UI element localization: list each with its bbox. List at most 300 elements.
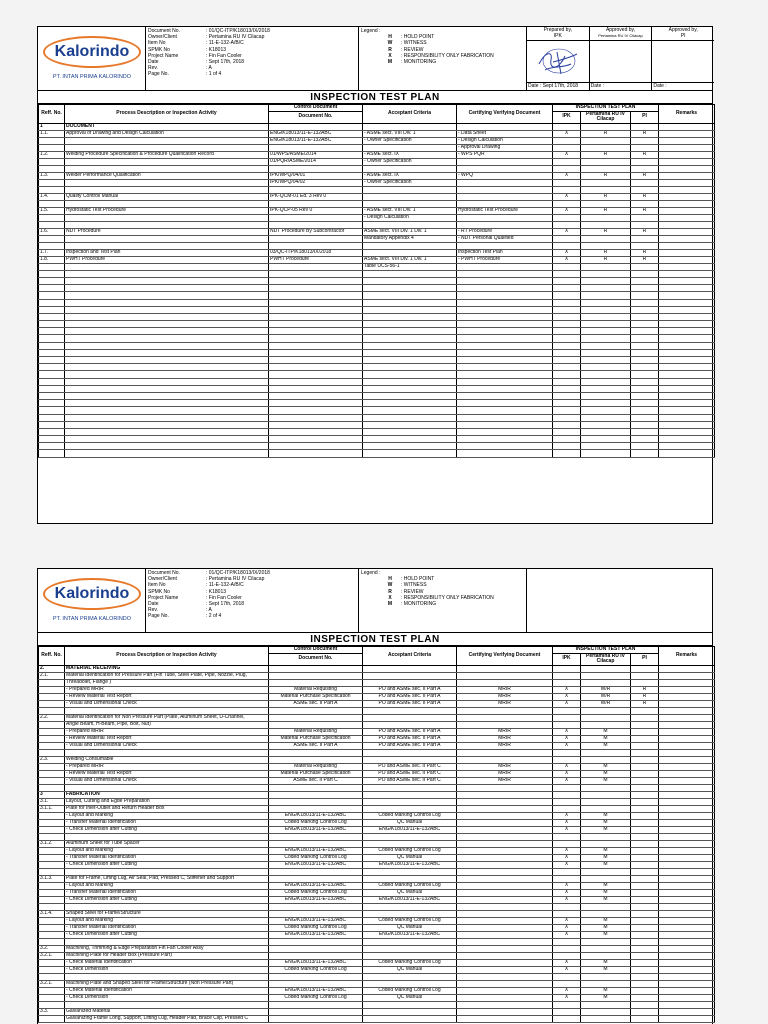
page-title: INSPECTION TEST PLAN — [38, 91, 712, 104]
cell-empty — [457, 378, 553, 385]
cell-cert — [457, 952, 553, 959]
cell-ipk: X — [553, 994, 581, 1001]
cell-acc: - ASME sect. IX — [363, 151, 457, 158]
table-row-empty — [39, 349, 715, 356]
cell-remarks — [659, 924, 715, 931]
cell-per: M — [581, 812, 631, 819]
cell-per: M — [581, 889, 631, 896]
cell-empty — [631, 292, 659, 299]
cell-doc — [269, 840, 363, 847]
cell-acc: Mandatory Appendix 4 — [363, 235, 457, 242]
cell-per — [581, 665, 631, 672]
cell-empty — [581, 450, 631, 457]
cell-remarks — [659, 847, 715, 854]
cell-acc: ASME sect. VIII Div. 1 Div. 1 — [363, 256, 457, 263]
signoff-block — [526, 27, 714, 91]
cell-doc: ENG/K18013/11-E-132ABC — [269, 917, 363, 924]
cell-pi — [631, 861, 659, 868]
cell-desc — [65, 868, 269, 875]
col-process: Process Description or Inspection Activity — [65, 647, 269, 666]
cell-empty — [581, 313, 631, 320]
cell-cert — [457, 861, 553, 868]
table-row — [39, 812, 715, 819]
cell-pi — [631, 889, 659, 896]
cell-remarks — [659, 994, 715, 1001]
col-remarks: Remarks — [659, 105, 715, 124]
cell-doc — [269, 242, 363, 249]
cell-desc — [65, 186, 269, 193]
table-row-empty — [39, 392, 715, 399]
cell-per: M — [581, 959, 631, 966]
cell-empty — [553, 436, 581, 443]
cell-no: 3 — [39, 791, 65, 798]
cell-no — [39, 896, 65, 903]
cell-acc — [363, 221, 457, 228]
cell-ipk: X — [553, 686, 581, 693]
cell-desc — [65, 903, 269, 910]
cell-desc: - Check Dimension after Cutting — [65, 896, 269, 903]
table-row-empty — [39, 385, 715, 392]
meta-label: Document No. — [148, 28, 180, 34]
cell-acc: - ASME sect. IX — [363, 172, 457, 179]
cell-remarks — [659, 672, 715, 679]
cell-empty — [457, 349, 553, 356]
table-row — [39, 679, 715, 686]
cell-no — [39, 214, 65, 221]
cell-no — [39, 847, 65, 854]
cell-doc — [269, 903, 363, 910]
cell-empty — [39, 349, 65, 356]
cell-desc: Layout, Cutting and Egde Preparation — [65, 798, 269, 805]
cell-empty — [631, 342, 659, 349]
cell-acc — [363, 875, 457, 882]
cell-empty — [581, 328, 631, 335]
col-ipk: IPK — [553, 653, 581, 665]
approved-date: Date : — [653, 83, 667, 89]
cell-cert — [457, 707, 553, 714]
cell-remarks — [659, 819, 715, 826]
cell-acc: PO and ASME sec. II Part A — [363, 686, 457, 693]
cell-pi — [631, 165, 659, 172]
meta-value: : 11-E-132-A/B/C — [206, 40, 244, 47]
cell-pi — [631, 903, 659, 910]
cell-doc: ENG/K18013/11-E-132ABC — [269, 137, 363, 144]
table-row — [39, 123, 715, 130]
cell-pi — [631, 137, 659, 144]
cell-per — [581, 714, 631, 721]
cell-ipk: X — [553, 256, 581, 263]
cell-desc — [65, 221, 269, 228]
cell-empty — [457, 270, 553, 277]
table-row — [39, 966, 715, 973]
cell-acc: PO and ASME sec. II Part A — [363, 728, 457, 735]
cell-empty — [269, 400, 363, 407]
cell-doc — [269, 1008, 363, 1015]
cell-empty — [457, 292, 553, 299]
table-row — [39, 917, 715, 924]
legend-text: : HOLD POINT — [401, 576, 435, 583]
cell-empty — [65, 443, 269, 450]
prepared-signature — [527, 41, 590, 82]
cell-per — [581, 214, 631, 221]
cell-empty — [581, 349, 631, 356]
cell-no: 1.6. — [39, 228, 65, 235]
cell-doc: ENG/K18013/11-E-132ABC — [269, 812, 363, 819]
table-row-empty — [39, 407, 715, 414]
cell-acc: - Owner Specification — [363, 179, 457, 186]
cell-empty — [659, 270, 715, 277]
cell-per: M — [581, 896, 631, 903]
cell-ipk — [553, 945, 581, 952]
cell-empty — [269, 313, 363, 320]
cell-cert: MRIR — [457, 700, 553, 707]
table-row-empty — [39, 357, 715, 364]
cell-per — [581, 221, 631, 228]
cell-acc — [363, 1001, 457, 1008]
cell-empty — [39, 342, 65, 349]
cell-empty — [581, 321, 631, 328]
cell-acc — [363, 798, 457, 805]
cell-ipk — [553, 263, 581, 270]
signature-icon — [535, 44, 581, 78]
document-meta — [148, 570, 358, 620]
cell-no — [39, 889, 65, 896]
cell-cert — [457, 756, 553, 763]
cell-empty — [553, 450, 581, 457]
table-row — [39, 130, 715, 137]
cell-remarks — [659, 868, 715, 875]
cell-remarks — [659, 1001, 715, 1008]
table-row-empty — [39, 321, 715, 328]
cell-remarks — [659, 980, 715, 987]
cell-acc — [363, 165, 457, 172]
cell-ipk — [553, 714, 581, 721]
cell-pi: R — [631, 256, 659, 263]
table-row — [39, 854, 715, 861]
cell-cert — [457, 200, 553, 207]
cell-empty — [659, 436, 715, 443]
cell-acc — [363, 910, 457, 917]
cell-pi — [631, 924, 659, 931]
cell-remarks — [659, 875, 715, 882]
table-row — [39, 165, 715, 172]
cell-empty — [65, 400, 269, 407]
legend-code: H — [388, 34, 392, 41]
cell-no: 2.1. — [39, 672, 65, 679]
table-row — [39, 735, 715, 742]
cell-desc: - Check Dimension after Cutting — [65, 826, 269, 833]
cell-remarks — [659, 686, 715, 693]
meta-value: : Fin Fan Cooler — [206, 52, 242, 59]
cell-empty — [39, 407, 65, 414]
cell-pi — [631, 263, 659, 270]
cell-cert: MRIR — [457, 770, 553, 777]
meta-value: : 1 of 4 — [206, 71, 222, 78]
cell-cert: - WPQ — [457, 172, 553, 179]
cell-cert — [457, 805, 553, 812]
cell-cert — [457, 847, 553, 854]
cell-empty — [363, 421, 457, 428]
legend-title: Legend : — [361, 28, 381, 34]
cell-acc: QC Manual — [363, 819, 457, 826]
cell-doc — [269, 805, 363, 812]
cell-ipk: X — [553, 693, 581, 700]
cell-acc — [363, 1008, 457, 1015]
table-row — [39, 882, 715, 889]
meta-label: Item No — [148, 40, 166, 47]
meta-value: : Sept 17th, 2018 — [206, 59, 245, 66]
cell-pi — [631, 158, 659, 165]
cell-pi — [631, 777, 659, 784]
table-row — [39, 193, 715, 200]
cell-remarks — [659, 130, 715, 137]
cell-no — [39, 707, 65, 714]
cell-empty — [553, 328, 581, 335]
cell-remarks — [659, 728, 715, 735]
cell-no — [39, 994, 65, 1001]
cell-cert — [457, 242, 553, 249]
cell-acc: Coded Marking Controll Log — [363, 959, 457, 966]
cell-empty — [363, 328, 457, 335]
cell-pi — [631, 672, 659, 679]
cell-acc: - Owner Specification — [363, 158, 457, 165]
cell-per — [581, 672, 631, 679]
cell-empty — [363, 407, 457, 414]
page-title: INSPECTION TEST PLAN — [38, 633, 712, 646]
cell-empty — [631, 371, 659, 378]
cell-desc: Material Identification for Non Pressure Part (Plate, Aluminum Sheet, U-Channel, — [65, 714, 269, 721]
cell-empty — [39, 450, 65, 457]
cell-per — [581, 875, 631, 882]
cell-doc: IPK-QCM-01 Ed. 3 Rev 0 — [269, 193, 363, 200]
cell-doc: ASME sec. II Part A — [269, 700, 363, 707]
cell-cert — [457, 819, 553, 826]
cell-empty — [659, 313, 715, 320]
meta-label: Page No. — [148, 613, 169, 620]
cell-per: W/R — [581, 686, 631, 693]
cell-per — [581, 952, 631, 959]
cell-empty — [39, 371, 65, 378]
itp-table-body — [39, 123, 715, 457]
table-row — [39, 179, 715, 186]
meta-label: Rev. — [148, 65, 158, 72]
cell-empty — [65, 414, 269, 421]
cell-remarks — [659, 854, 715, 861]
table-row — [39, 172, 715, 179]
cell-cert — [457, 1001, 553, 1008]
cell-acc — [363, 833, 457, 840]
cell-desc — [65, 833, 269, 840]
table-row — [39, 700, 715, 707]
cell-no — [39, 812, 65, 819]
cell-per — [581, 158, 631, 165]
cell-no: 3.1.4. — [39, 910, 65, 917]
cell-empty — [269, 306, 363, 313]
cell-no: 3.2. — [39, 945, 65, 952]
cell-no: 1.8. — [39, 256, 65, 263]
cell-per — [581, 179, 631, 186]
cell-empty — [659, 371, 715, 378]
cell-empty — [65, 407, 269, 414]
cell-empty — [363, 277, 457, 284]
cell-no — [39, 854, 65, 861]
cell-no — [39, 777, 65, 784]
cell-empty — [65, 285, 269, 292]
cell-doc — [269, 952, 363, 959]
cell-acc — [363, 193, 457, 200]
cell-doc — [269, 165, 363, 172]
cell-empty — [363, 285, 457, 292]
cell-pi — [631, 221, 659, 228]
cell-remarks — [659, 242, 715, 249]
cell-pi — [631, 749, 659, 756]
col-doc-no: Document No. — [269, 111, 363, 123]
cell-remarks — [659, 221, 715, 228]
cell-no: 3.1.2. — [39, 840, 65, 847]
cell-empty — [39, 335, 65, 342]
cell-empty — [581, 299, 631, 306]
cell-empty — [65, 313, 269, 320]
cell-cert — [457, 966, 553, 973]
cell-doc: ENG/K18013/11-E-132ABC — [269, 861, 363, 868]
cell-no — [39, 263, 65, 270]
cell-remarks — [659, 665, 715, 672]
cell-pi — [631, 973, 659, 980]
cell-empty — [631, 385, 659, 392]
table-row-empty — [39, 277, 715, 284]
approved-label: Approved by, — [668, 27, 698, 33]
cell-empty — [631, 443, 659, 450]
cell-ipk: X — [553, 130, 581, 137]
cell-pi — [631, 854, 659, 861]
logo-subtitle: PT. INTAN PRIMA KALORINDO — [52, 616, 132, 622]
cell-doc — [269, 938, 363, 945]
cell-desc: Hydrostatic Test Procedure — [65, 207, 269, 214]
cell-cert: MRIR — [457, 742, 553, 749]
cell-empty — [553, 321, 581, 328]
cell-empty — [659, 277, 715, 284]
cell-acc — [363, 952, 457, 959]
cell-remarks — [659, 172, 715, 179]
cell-cert — [457, 749, 553, 756]
cell-ipk: X — [553, 931, 581, 938]
table-row — [39, 665, 715, 672]
cell-no — [39, 931, 65, 938]
col-doc-no: Document No. — [269, 653, 363, 665]
cell-cert: MRIR — [457, 728, 553, 735]
cell-empty — [457, 436, 553, 443]
cell-per — [581, 749, 631, 756]
legend-code: M — [387, 59, 393, 66]
cell-doc: ENG/K18013/11-E-132ABC — [269, 959, 363, 966]
cell-empty — [659, 428, 715, 435]
cell-ipk — [553, 784, 581, 791]
cell-ipk: X — [553, 770, 581, 777]
cell-remarks — [659, 896, 715, 903]
itp-table-body — [39, 665, 715, 1022]
table-row — [39, 693, 715, 700]
cell-empty — [269, 443, 363, 450]
table-row-empty — [39, 285, 715, 292]
cell-pi: R — [631, 686, 659, 693]
cell-desc: NDT Procedure — [65, 228, 269, 235]
cell-per: R — [581, 193, 631, 200]
table-row — [39, 952, 715, 959]
col-accept: Acceptant Criteria — [363, 105, 457, 124]
cell-empty — [39, 357, 65, 364]
cell-cert: MRIR — [457, 693, 553, 700]
cell-desc: - Check Material Identification — [65, 959, 269, 966]
cell-no: 3.2.1. — [39, 952, 65, 959]
cell-acc — [363, 805, 457, 812]
meta-label: Owner/Client — [148, 576, 177, 583]
cell-empty — [269, 436, 363, 443]
table-row — [39, 826, 715, 833]
table-row — [39, 994, 715, 1001]
cell-doc — [269, 868, 363, 875]
cell-empty — [65, 270, 269, 277]
cell-empty — [553, 292, 581, 299]
cell-cert: - Data Sheet — [457, 130, 553, 137]
cell-empty — [65, 450, 269, 457]
cell-empty — [39, 292, 65, 299]
cell-no — [39, 959, 65, 966]
cell-acc: PO and ASME sec. II Part C — [363, 777, 457, 784]
cell-pi — [631, 1008, 659, 1015]
col-accept: Acceptant Criteria — [363, 647, 457, 666]
cell-desc: - Check Dimension after Cutting — [65, 861, 269, 868]
cell-remarks — [659, 700, 715, 707]
cell-ipk: X — [553, 193, 581, 200]
legend-code: W — [387, 582, 393, 589]
cell-cert — [457, 987, 553, 994]
cell-desc: Aluminum Sheet for Tube Spacer — [65, 840, 269, 847]
meta-label: Project Name — [148, 594, 179, 601]
cell-acc — [363, 665, 457, 672]
table-row — [39, 896, 715, 903]
cell-empty — [457, 364, 553, 371]
cell-empty — [457, 371, 553, 378]
cell-remarks — [659, 721, 715, 728]
cell-per: R — [581, 172, 631, 179]
table-row — [39, 228, 715, 235]
cell-no — [39, 1001, 65, 1008]
cell-acc: PO and ASME sec. II Part C — [363, 770, 457, 777]
cell-ipk — [553, 980, 581, 987]
cell-desc: Inspection and Test Plan — [65, 249, 269, 256]
cell-pi: R — [631, 700, 659, 707]
cell-doc: Coded Marking Controll Log — [269, 924, 363, 931]
cell-per: M — [581, 735, 631, 742]
cell-acc: ENG/K18013/11-E-132ABC — [363, 826, 457, 833]
cell-empty — [553, 349, 581, 356]
cell-remarks — [659, 186, 715, 193]
cell-pi — [631, 819, 659, 826]
cell-desc: MATERIAL RECEIVING — [65, 665, 269, 672]
cell-doc: Coded Marking Controll Log — [269, 889, 363, 896]
table-row — [39, 868, 715, 875]
cell-doc — [269, 833, 363, 840]
cell-ipk — [553, 749, 581, 756]
cell-empty — [631, 392, 659, 399]
cell-remarks — [659, 742, 715, 749]
page-header — [38, 27, 712, 91]
cell-ipk — [553, 910, 581, 917]
cell-pi — [631, 235, 659, 242]
cell-empty — [269, 371, 363, 378]
cell-per — [581, 938, 631, 945]
cell-empty — [457, 313, 553, 320]
